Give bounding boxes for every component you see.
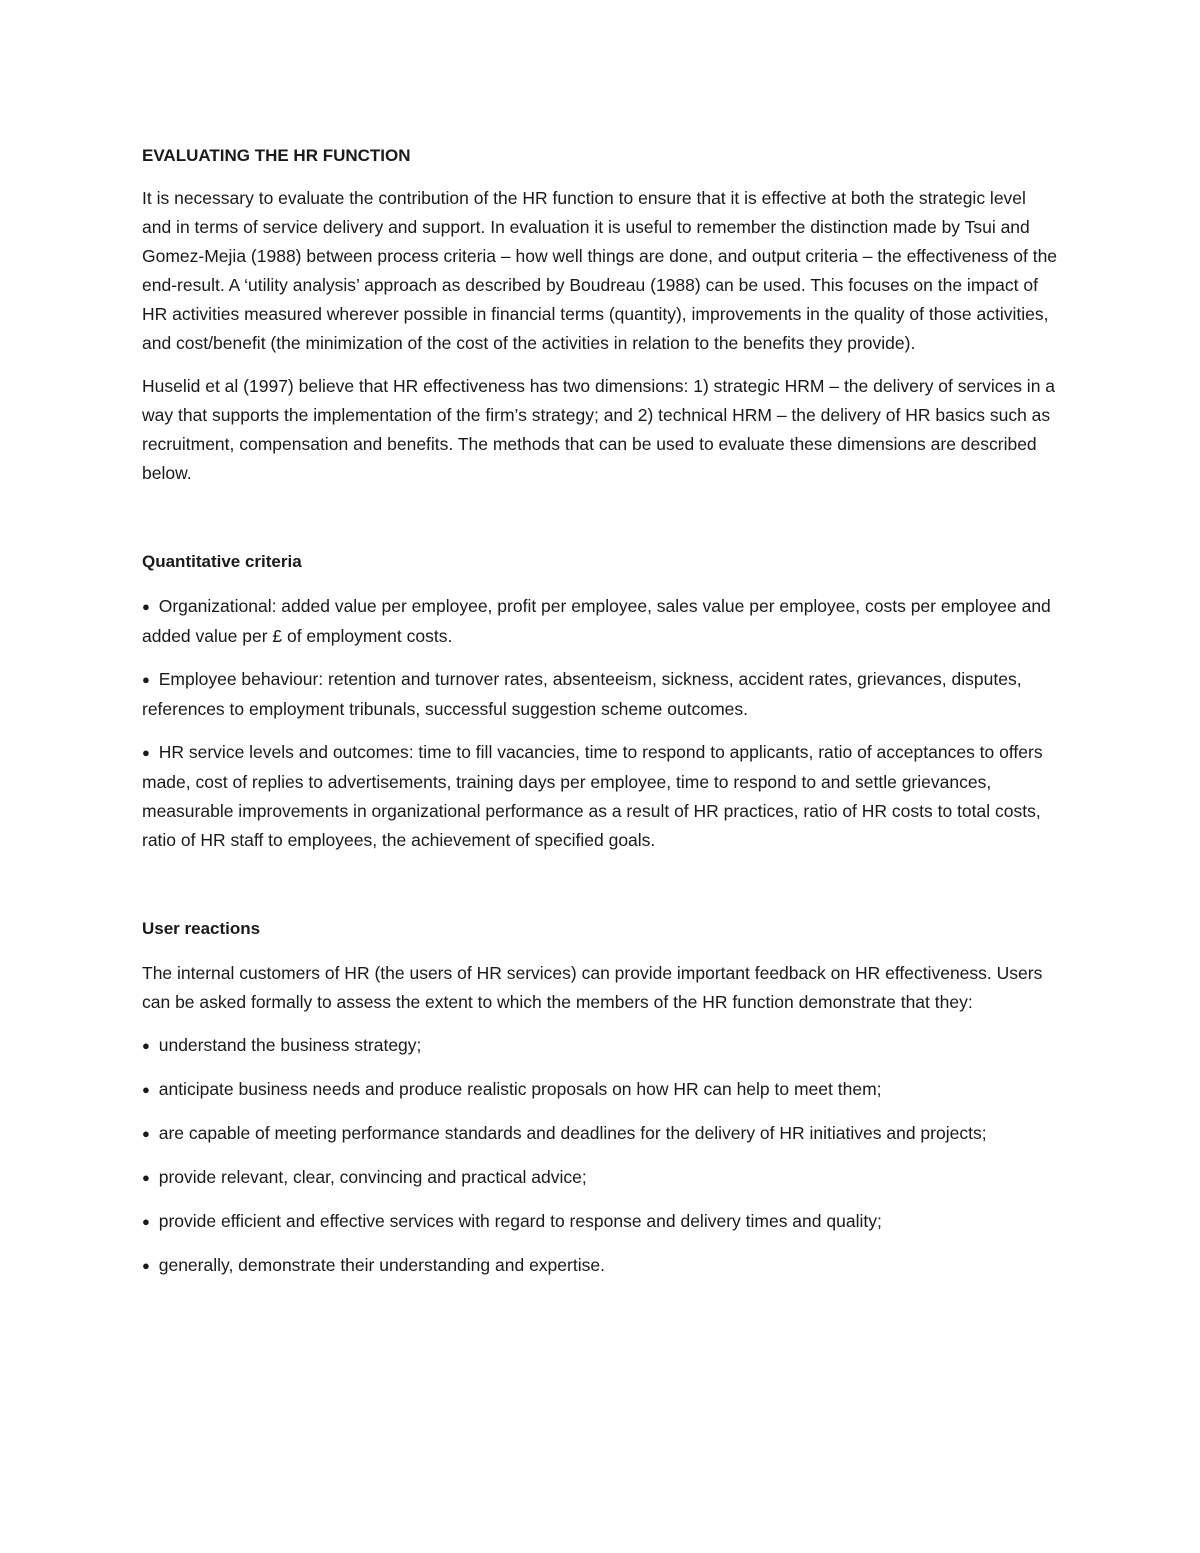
bullet-icon: ● (142, 672, 150, 687)
list-item (142, 1251, 1058, 1281)
list-item (142, 665, 1058, 724)
list-item-text: generally, demonstrate their understanding and expertise. (158, 1255, 605, 1275)
list-item (142, 1207, 1058, 1237)
list-item-text: Organizational: added value per employee, profit per employee, sales value per employee, costs per employee and added value per £ of employment costs. (142, 596, 1051, 646)
document-page (142, 140, 1058, 1295)
bullet-icon: ● (142, 1082, 150, 1097)
list-item-text: anticipate business needs and produce realistic proposals on how HR can help to meet them; (158, 1079, 882, 1099)
intro-paragraph: Huselid et al (1997) believe that HR effectiveness has two dimensions: 1) strategic HRM – the delivery of services in a way that supports the implementation of the firm’s strategy; and 2) technical HRM – the delivery of HR basics such as recruitment, compensation and benefits. The methods that can be used to evaluate these dimensions are described below. (142, 376, 1056, 483)
list-item (142, 592, 1058, 651)
section-heading-user-reactions: User reactions (142, 919, 261, 938)
intro-paragraph: It is necessary to evaluate the contribution of the HR function to ensure that it is effective at both the strategic level and in terms of service delivery and support. In evaluation it is useful to remember the distinction made by Tsui and Gomez-Mejia (1988) between process criteria – how well things are done, and output criteria – the effectiveness of the end-result. A ‘utility analysis’ approach as described by Boudreau (1988) can be used. This focuses on the impact of HR activities measured wherever possible in financial terms (quantity), improvements in the quality of those activities, and cost/benefit (the minimization of the cost of the activities in relation to the benefits they provide). (142, 188, 1058, 353)
bullet-icon: ● (142, 1214, 150, 1229)
bullet-icon: ● (142, 1038, 150, 1053)
bullet-icon: ● (142, 599, 150, 614)
document-title: EVALUATING THE HR FUNCTION (142, 146, 411, 165)
list-item (142, 738, 1058, 855)
section-heading-quantitative: Quantitative criteria (142, 552, 302, 571)
user-reactions-intro: The internal customers of HR (the users of HR services) can provide important feedback on HR effectiveness. Users can be asked formally to assess the extent to which the members of the HR function demonstrate that they: (142, 963, 1043, 1012)
list-item (142, 1031, 1058, 1061)
list-item-text: HR service levels and outcomes: time to fill vacancies, time to respond to applicants, ratio of acceptances to offers made, cost of replies to advertisements, training days per employee, time to respond to and settle grievances, measurable improvements in organizational performance as a result of HR practices, ratio of HR costs to total costs, ratio of HR staff to employees, the achievement of specified goals. (142, 742, 1043, 850)
list-item-text: are capable of meeting performance standards and deadlines for the delivery of HR initiatives and projects; (158, 1123, 987, 1143)
list-item-text: Employee behaviour: retention and turnover rates, absenteeism, sickness, accident rates, grievances, disputes, references to employment tribunals, successful suggestion scheme outcomes. (142, 669, 1022, 719)
list-item-text: provide relevant, clear, convincing and practical advice; (158, 1167, 587, 1187)
list-item-text: provide efficient and effective services with regard to response and delivery times and quality; (158, 1211, 882, 1231)
bullet-icon: ● (142, 745, 150, 760)
bullet-icon: ● (142, 1258, 150, 1273)
list-item (142, 1119, 1058, 1149)
list-item (142, 1075, 1058, 1105)
list-item (142, 1163, 1058, 1193)
list-item-text: understand the business strategy; (158, 1035, 422, 1055)
bullet-icon: ● (142, 1170, 150, 1185)
bullet-icon: ● (142, 1126, 150, 1141)
